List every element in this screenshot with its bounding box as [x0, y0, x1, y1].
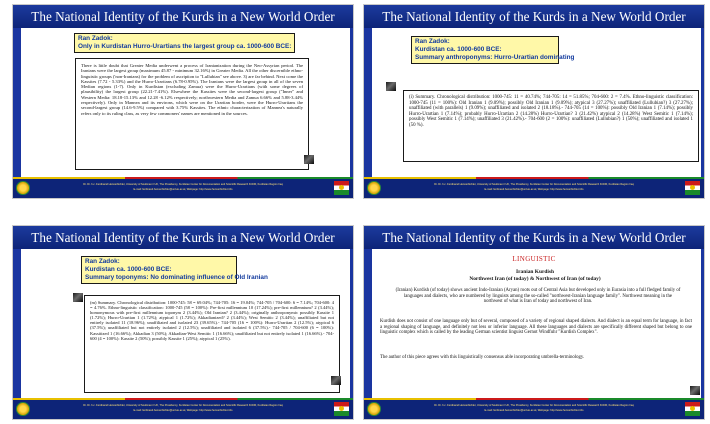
university-logo-icon: [367, 181, 381, 195]
source-author: Ran Zadok:: [78, 35, 113, 42]
flag-stripe: [364, 398, 704, 400]
slide-footer: [13, 177, 353, 198]
slide-title: The National Identity of the Kurds in a New World Order: [13, 5, 353, 28]
source-box: [81, 256, 268, 284]
flag-stripe: [364, 177, 704, 179]
speaker-thumbnail: [690, 386, 700, 395]
footer-author: Dr. Dr. h.c. Ferdinand Hennerbichler, University of Soulimani / UK, The Presidency, Kurdistan Center for Documentation and Scientific Research KCDR, Kurdistan Region Iraq: [83, 183, 283, 186]
slide-footer: [364, 398, 704, 419]
dialects-paragraph: Kurdish does not consist of one language only but of several, composed of a variety of regional shaped dialects. And dialect is an equal term for language, in fact a regional shaping of language, and definitely not less or inferior language. All these languages and dialects are specifically different shaped but belong to one linguistic complex which is called by the leading German scientist linguist Gernot Windfuhr "Kurdish Complex".: [380, 319, 692, 336]
quote-text-box: (m) Summary. Chronological distribution: 1000-745: 58 = 69.04%; 744-705: 16 = 19.04%; 744-705 / 704-600: 6 = 7.14%; 704-600: 4 = 4.76%. Ethno-linguistic classification: 1000-745 (58 = 100%): Pre-first millennium 10 (17.24%); pre-first millennium? 2 (3.44%); homonymous with pre-first millennium toponym 2 (3.44%); Old Iranian? 2 (3.44%); originally anthroponymic possibly Kassite 1 (1.72%); Hurro-Urartian 1 (1.72%); atypical 1 (1.72%); Akkadianized? 2 (3.44%); West Semitic 2 (3.44%); unaffiliated but not entirely isolated 11 (18.96%); unaffiliated and isolated 23 (39.65%).- 744-705 (16 = 100%): Hurro-Urartian 2 (12.5%); atypical 6 (37.5%); unaffiliated but not entirely isolated 2 (12.5%); unaffiliated and isolated 6 (37.5%).- 744-705 / 704-600 (6 = 100%): Kassitized 1 (16.66%); Akkadian 3 (50%); Akkadian-West Semitic 1 (16.66%); unaffiliated but not entirely isolated 1 (16.66%).- 704-600 (4 = 100%): Kassite 2 (50%); possibly Kassite 1 (25%); atypical 1 (25%).: [84, 295, 340, 393]
slide-2[interactable]: [364, 5, 704, 198]
source-author: Ran Zadok:: [415, 38, 450, 45]
footer-author: Dr. Dr. h.c. Ferdinand Hennerbichler, University of Soulimani / UK, The Presidency, Kurdistan Center for Documentation and Scientific Research KCDR, Kurdistan Region Iraq: [434, 404, 634, 407]
footer-author: Dr. Dr. h.c. Ferdinand Hennerbichler, University of Soulimani / UK, The Presidency, Kurdistan Center for Documentation and Scientific Research KCDR, Kurdistan Region Iraq: [83, 404, 283, 407]
right-border-bar: [350, 249, 353, 398]
slide-4[interactable]: [364, 226, 704, 419]
slide-title: The National Identity of the Kurds in a New World Order: [364, 5, 704, 28]
kurdistan-flag-icon: [685, 402, 700, 416]
source-topic: Kurdistan ca. 1000-600 BCE:: [85, 266, 172, 273]
left-border-bar: [364, 28, 372, 177]
flag-stripe: [13, 177, 353, 179]
source-author: Ran Zadok:: [85, 258, 120, 265]
slide-3[interactable]: [13, 226, 353, 419]
slide-title: The National Identity of the Kurds in a New World Order: [364, 226, 704, 249]
author-note-paragraph: The author of this piece agrees with this linguistically consensus able incorporating umbrella-terminology.: [380, 355, 585, 360]
university-logo-icon: [367, 402, 381, 416]
source-topic: Kurdistan ca. 1000-600 BCE:: [415, 46, 502, 53]
slide-footer: [364, 177, 704, 198]
left-border-bar: [364, 249, 372, 398]
source-summary: Summary toponyms: No dominating influence of Old Iranian: [85, 274, 268, 281]
footer-contact: E-mail: ferdinand.hennerbichler@univie.ac.at, Webpage: http://www.hennerbichler.info: [133, 188, 233, 191]
speaker-thumbnail: [386, 82, 396, 91]
speaker-thumbnail: [304, 155, 314, 164]
quote-text-box: There is little doubt that Greater Media underwent a process of Iranianization during the Neo-Assyrian period. The Iranians were the largest group (maximum 45.87 - minimum 32.16%) in Greater Media. All the other discernible ethno-linguistic groups ('non-Iranians) for the problem of ascription to "Lullubian" see above. 3) are far behind. Next come the Kassites (7.72 - 5.33%) and the Hurro-Urartians (6.78-0.95%). The Iranians were the largest group in all of the seven Median regions (1-7). Only in Kurdistan (excluding Zamua) were the Hurro-Urartians (with some degrees of plausibility) the largest group (22.21-7.41%). Elsewhere the Kassites were the second-largest group ("Inner" and Western Media: 18.18-15.13% and 12.28 -6.12% respectively; northwestern Media and Zamua 6.66% and 5.88-3.44% respectively). Only in Mannea and its environs, which were on the Urartian border, were the Hurro-Urartians the second-largest group (14.6-9.5%) compared with 3.75% Kassites. The ethnic characterization of Mannea's naturally refers only to its ruling class, as very few commoners' names are mentioned in the sources.: [75, 58, 309, 170]
footer-contact: E-mail: ferdinand.hennerbichler@univie.ac.at, Webpage: http://www.hennerbichler.info: [133, 409, 233, 412]
right-border-bar: [701, 28, 704, 177]
slide-title: The National Identity of the Kurds in a New World Order: [13, 226, 353, 249]
left-border-bar: [13, 249, 21, 398]
footer-contact: E-mail: ferdinand.hennerbichler@univie.ac.at, Webpage: http://www.hennerbichler.info: [484, 409, 584, 412]
speaker-thumbnail: [331, 376, 341, 385]
source-summary: Summary anthroponyms: Hurro-Urartian dominating: [415, 54, 575, 61]
intro-paragraph: (Iranian) Kurdish (of today) shows ancient Indo-Iranian (Aryan) roots out of Central Asia but developed only in Eurasia into a full fledged family of languages and dialects, who are numbered by linguists among the so-called "northwest-Iranian language family". Northwest meaning in the northwest of what is Iran of today and northwest of Iran.: [395, 288, 681, 305]
section-heading: LINGUISTIC: [512, 255, 556, 263]
kurdistan-flag-icon: [685, 181, 700, 195]
slide-1[interactable]: [13, 5, 353, 198]
source-box: [74, 33, 295, 53]
source-box: [411, 36, 575, 64]
quote-text-box: (i) Summary. Chronological distribution: 1000-745: 11 = 40.74%; 744-705: 14 = 51.85%; 704-600: 2 = 7.4%. Ethno-linguistic classification: 1000-745 (11 = 100%): Old Iranian 1 (9.09%); possibly Old Iranian 1 (9.09%); atypical 3 (27.27%); unaffiliated (Lullubian?) 3 (27.27%); unaffiliated (with parallels) 1 (9.09%); unaffiliated and isolated 2 (18.18%).- 744-705 (14 = 100%): possibly Old Iranian 1 (7.14%); possibly Hurro-Urartian 1 (7.14%); probably Hurro-Urartian 2 (14.28%) Hurro-Urartian? 3 (21.42%) atypical 2 (14.28%) West Semitic 1 (7.14%); possibly West Semitic 1 (7.14%); unaffiliated 3 (21.42%).- 704-600 (2 = 100%): unaffiliated (Lullubian?) 1 (50%); unaffiliated and isolated 1 (50 %).: [403, 90, 699, 162]
footer-contact: E-mail: ferdinand.hennerbichler@univie.ac.at, Webpage: http://www.hennerbichler.info: [484, 188, 584, 191]
footer-author: Dr. Dr. h.c. Ferdinand Hennerbichler, University of Soulimani / UK, The Presidency, Kurdistan Center for Documentation and Scientific Research KCDR, Kurdistan Region Iraq: [434, 183, 634, 186]
kurdistan-flag-icon: [334, 181, 349, 195]
slide-footer: [13, 398, 353, 419]
speaker-thumbnail: [73, 293, 83, 302]
right-border-bar: [701, 249, 704, 398]
subheading-language: Iranian Kurdish: [516, 269, 554, 275]
subheading-region: Northwest Iran (of today) & Northwest of Iran (of today): [469, 276, 601, 282]
flag-stripe: [13, 398, 353, 400]
kurdistan-flag-icon: [334, 402, 349, 416]
university-logo-icon: [16, 402, 30, 416]
left-border-bar: [13, 28, 21, 177]
university-logo-icon: [16, 181, 30, 195]
source-topic: Only in Kurdistan Hurro-Urartians the largest group ca. 1000-600 BCE:: [78, 43, 292, 50]
right-border-bar: [350, 28, 353, 177]
